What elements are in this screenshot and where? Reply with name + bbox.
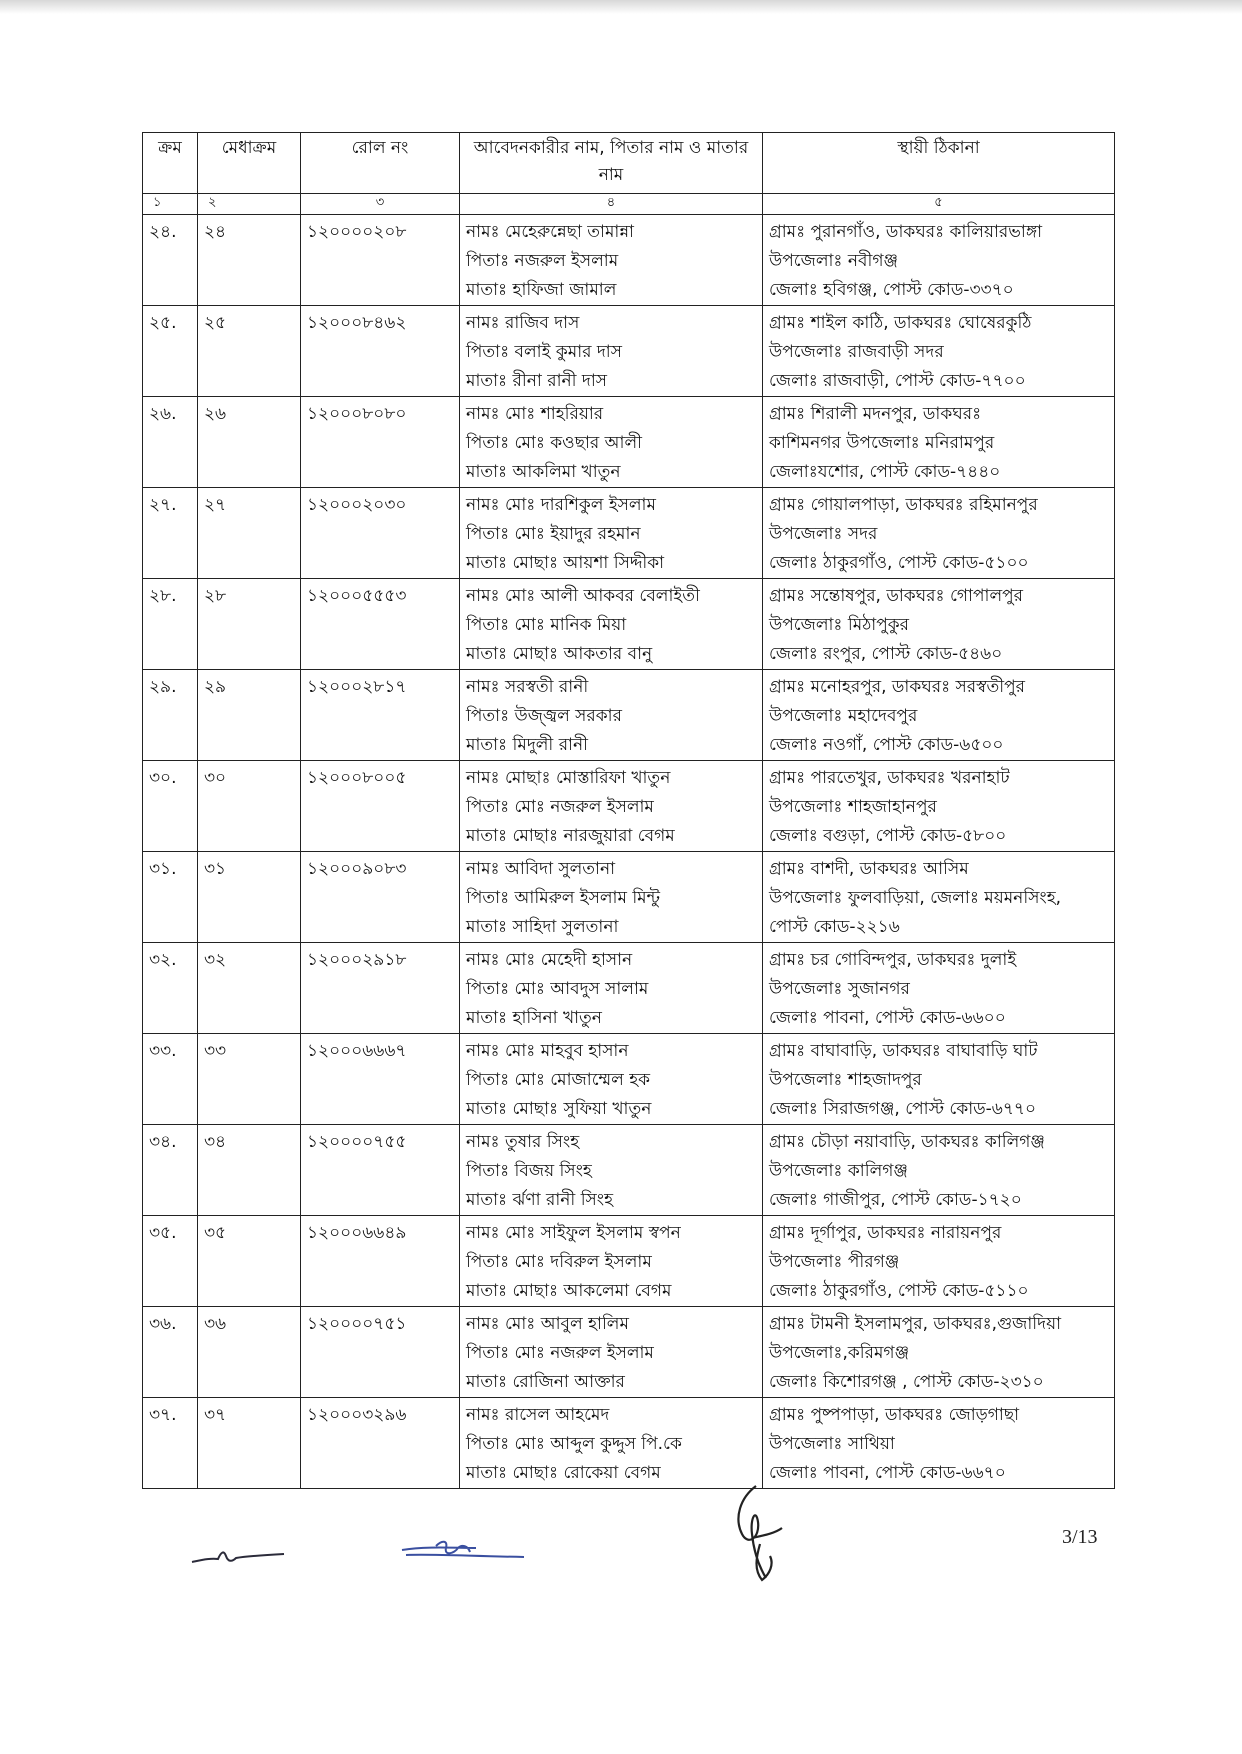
address-line-2: উপজেলাঃ মহাদেবপুর bbox=[769, 706, 918, 726]
roll-cell bbox=[301, 1125, 460, 1216]
name-cell bbox=[460, 215, 763, 306]
address-cell bbox=[763, 306, 1115, 397]
name-cell bbox=[460, 1216, 763, 1307]
mother-name: মাতাঃ হাফিজা জামাল bbox=[466, 280, 617, 300]
roll-cell bbox=[301, 215, 460, 306]
father-name: পিতাঃ মোঃ আব্দুল কুদ্দুস পি.কে bbox=[466, 1434, 682, 1454]
header-address: স্থায়ী ঠিকানা bbox=[763, 133, 1115, 194]
mother-name: মাতাঃ মোছাঃ রোকেয়া বেগম bbox=[466, 1463, 661, 1483]
merit-rank: ৩২ bbox=[204, 950, 227, 970]
serial-number: ৩২. bbox=[149, 950, 177, 970]
column-number: ৪ bbox=[460, 194, 763, 215]
address-line-2: উপজেলাঃ শাহজাহানপুর bbox=[769, 797, 937, 817]
table-row bbox=[143, 1398, 1115, 1489]
address-line-3: জেলাঃ বগুড়া, পোস্ট কোড-৫৮০০ bbox=[769, 826, 1007, 846]
address-line-3: পোস্ট কোড-২২১৬ bbox=[769, 917, 900, 937]
roll-cell bbox=[301, 579, 460, 670]
address-line-1: গ্রামঃ চৌড়া নয়াবাড়ি, ডাকঘরঃ কালিগঞ্জ bbox=[769, 1132, 1045, 1152]
applicant-name: নামঃ মেহেরুন্নেছা তামান্না bbox=[466, 222, 634, 242]
serial-number: ৩৬. bbox=[149, 1314, 177, 1334]
roll-number: ১২০০০০২০৮ bbox=[307, 222, 407, 242]
roll-cell bbox=[301, 488, 460, 579]
applicant-name: নামঃ মোঃ আলী আকবর বেলাইতী bbox=[466, 586, 700, 606]
address-line-1: গ্রামঃ গোয়ালপাড়া, ডাকঘরঃ রহিমানপুর bbox=[769, 495, 1038, 515]
serial-number: ৩৭. bbox=[149, 1405, 177, 1425]
roll-number: ১২০০০২০৩০ bbox=[307, 495, 407, 515]
address-line-3: জেলাঃ গাজীপুর, পোস্ট কোড-১৭২০ bbox=[769, 1190, 1022, 1210]
father-name: পিতাঃ মোঃ নজরুল ইসলাম bbox=[466, 797, 654, 817]
merit-cell bbox=[198, 761, 301, 852]
roll-number: ১২০০০০৭৫৫ bbox=[307, 1132, 407, 1152]
column-number: ১ bbox=[143, 194, 198, 215]
serial-cell bbox=[143, 852, 198, 943]
serial-cell bbox=[143, 579, 198, 670]
merit-rank: ২৫ bbox=[204, 313, 227, 333]
address-line-3: জেলাঃযশোর, পোস্ট কোড-৭৪৪০ bbox=[769, 462, 1001, 482]
roll-cell bbox=[301, 852, 460, 943]
applicant-name: নামঃ মোঃ শাহরিয়ার bbox=[466, 404, 604, 424]
father-name: পিতাঃ মোঃ দবিরুল ইসলাম bbox=[466, 1252, 652, 1272]
address-line-1: গ্রামঃ শিরালী মদনপুর, ডাকঘরঃ bbox=[769, 404, 982, 424]
address-line-2: উপজেলাঃ কালিগঞ্জ bbox=[769, 1161, 908, 1181]
address-line-1: গ্রামঃ পুষ্পপাড়া, ডাকঘরঃ জোড়গাছা bbox=[769, 1405, 1020, 1425]
merit-cell bbox=[198, 852, 301, 943]
father-name: পিতাঃ মোঃ কওছার আলী bbox=[466, 433, 643, 453]
address-line-2: উপজেলাঃ শাহজাদপুর bbox=[769, 1070, 922, 1090]
address-line-3: জেলাঃ রংপুর, পোস্ট কোড-৫৪৬০ bbox=[769, 644, 1003, 664]
roll-number: ১২০০০৫৫৫৩ bbox=[307, 586, 407, 606]
address-cell bbox=[763, 1307, 1115, 1398]
roll-cell bbox=[301, 1398, 460, 1489]
column-number: ৩ bbox=[301, 194, 460, 215]
table-row bbox=[143, 852, 1115, 943]
address-line-1: গ্রামঃ পারতেখুর, ডাকঘরঃ খরনাহাট bbox=[769, 768, 1010, 788]
scan-shadow bbox=[0, 0, 1242, 14]
roll-number: ১২০০০২৮১৭ bbox=[307, 677, 407, 697]
address-line-2: উপজেলাঃ ফুলবাড়িয়া, জেলাঃ ময়মনসিংহ, bbox=[769, 888, 1062, 908]
header-roll: রোল নং bbox=[301, 133, 460, 194]
address-line-1: গ্রামঃ মনোহরপুর, ডাকঘরঃ সরস্বতীপুর bbox=[769, 677, 1025, 697]
merit-rank: ৩৪ bbox=[204, 1132, 227, 1152]
roll-cell bbox=[301, 761, 460, 852]
roll-number: ১২০০০৬৬৪৯ bbox=[307, 1223, 407, 1243]
merit-rank: ২৮ bbox=[204, 586, 227, 606]
column-number-row bbox=[143, 194, 1115, 215]
address-line-3: জেলাঃ ঠাকুরগাঁও, পোস্ট কোড-৫১০০ bbox=[769, 553, 1029, 573]
address-line-2: উপজেলাঃ,করিমগঞ্জ bbox=[769, 1343, 910, 1363]
merit-cell bbox=[198, 1307, 301, 1398]
serial-number: ২৭. bbox=[149, 495, 177, 515]
address-cell bbox=[763, 943, 1115, 1034]
merit-rank: ২৬ bbox=[204, 404, 227, 424]
name-cell bbox=[460, 1034, 763, 1125]
address-cell bbox=[763, 852, 1115, 943]
table-body bbox=[143, 215, 1115, 1489]
serial-cell bbox=[143, 1398, 198, 1489]
serial-cell bbox=[143, 1216, 198, 1307]
roll-cell bbox=[301, 1034, 460, 1125]
name-cell bbox=[460, 1125, 763, 1216]
roll-number: ১২০০০৩২৯৬ bbox=[307, 1405, 407, 1425]
applicant-name: নামঃ মোঃ মেহেদী হাসান bbox=[466, 950, 633, 970]
applicant-name: নামঃ সরস্বতী রানী bbox=[466, 677, 589, 697]
serial-number: ২৪. bbox=[149, 222, 177, 242]
serial-cell bbox=[143, 1125, 198, 1216]
column-number: ২ bbox=[198, 194, 301, 215]
address-line-1: গ্রামঃ শাইল কাঠি, ডাকঘরঃ ঘোষেরকুঠি bbox=[769, 313, 1032, 333]
roll-cell bbox=[301, 397, 460, 488]
merit-rank: ২৪ bbox=[204, 222, 227, 242]
address-cell bbox=[763, 1034, 1115, 1125]
merit-rank: ৩১ bbox=[204, 859, 227, 879]
serial-number: ৩৩. bbox=[149, 1041, 177, 1061]
address-line-1: গ্রামঃ পুরানগাঁও, ডাকঘরঃ কালিয়ারভাঙ্গা bbox=[769, 222, 1043, 242]
table-row bbox=[143, 1125, 1115, 1216]
address-line-1: গ্রামঃ টামনী ইসলামপুর, ডাকঘরঃ,গুজাদিয়া bbox=[769, 1314, 1062, 1334]
applicant-name: নামঃ মোঃ দারশিকুল ইসলাম bbox=[466, 495, 656, 515]
roll-number: ১২০০০৬৬৬৭ bbox=[307, 1041, 407, 1061]
applicant-name: নামঃ মোছাঃ মোস্তারিফা খাতুন bbox=[466, 768, 671, 788]
father-name: পিতাঃ বিজয় সিংহ bbox=[466, 1161, 592, 1181]
name-cell bbox=[460, 1307, 763, 1398]
serial-number: ৩০. bbox=[149, 768, 177, 788]
address-cell bbox=[763, 1398, 1115, 1489]
father-name: পিতাঃ মোঃ আবদুস সালাম bbox=[466, 979, 649, 999]
signature-3 bbox=[730, 1478, 790, 1588]
address-line-3: জেলাঃ নওগাঁ, পোস্ট কোড-৬৫০০ bbox=[769, 735, 1004, 755]
father-name: পিতাঃ আমিরুল ইসলাম মিন্টু bbox=[466, 888, 660, 908]
father-name: পিতাঃ বলাই কুমার দাস bbox=[466, 342, 622, 362]
address-cell bbox=[763, 761, 1115, 852]
table-row bbox=[143, 943, 1115, 1034]
name-cell bbox=[460, 579, 763, 670]
roll-cell bbox=[301, 1307, 460, 1398]
table-row bbox=[143, 397, 1115, 488]
address-cell bbox=[763, 579, 1115, 670]
roll-cell bbox=[301, 943, 460, 1034]
father-name: পিতাঃ মোঃ ইয়াদুর রহমান bbox=[466, 524, 641, 544]
table-row bbox=[143, 1216, 1115, 1307]
father-name: পিতাঃ মোঃ নজরুল ইসলাম bbox=[466, 1343, 654, 1363]
roll-cell bbox=[301, 1216, 460, 1307]
address-cell bbox=[763, 670, 1115, 761]
address-cell bbox=[763, 488, 1115, 579]
serial-cell bbox=[143, 306, 198, 397]
roll-number: ১২০০০৮০০৫ bbox=[307, 768, 407, 788]
merit-cell bbox=[198, 943, 301, 1034]
serial-number: ৩৫. bbox=[149, 1223, 177, 1243]
merit-cell bbox=[198, 306, 301, 397]
roll-cell bbox=[301, 306, 460, 397]
serial-number: ৩১. bbox=[149, 859, 177, 879]
merit-rank: ৩৫ bbox=[204, 1223, 227, 1243]
table-row bbox=[143, 488, 1115, 579]
signature-2 bbox=[396, 1536, 530, 1566]
merit-cell bbox=[198, 579, 301, 670]
address-line-2: উপজেলাঃ পীরগঞ্জ bbox=[769, 1252, 900, 1272]
roll-number: ১২০০০০৭৫১ bbox=[307, 1314, 407, 1334]
address-line-3: জেলাঃ সিরাজগঞ্জ, পোস্ট কোড-৬৭৭০ bbox=[769, 1099, 1037, 1119]
mother-name: মাতাঃ মোছাঃ আয়শা সিদ্দীকা bbox=[466, 553, 665, 573]
serial-number: ২৫. bbox=[149, 313, 177, 333]
address-line-2: উপজেলাঃ সদর bbox=[769, 524, 878, 544]
serial-number: ২৬. bbox=[149, 404, 177, 424]
table-row bbox=[143, 579, 1115, 670]
applicant-table bbox=[142, 132, 1115, 1489]
address-line-3: জেলাঃ পাবনা, পোস্ট কোড-৬৬০০ bbox=[769, 1008, 1006, 1028]
mother-name: মাতাঃ মোছাঃ আকতার বানু bbox=[466, 644, 653, 664]
page-number: 3/13 bbox=[1062, 1526, 1098, 1548]
address-line-2: কাশিমনগর উপজেলাঃ মনিরামপুর bbox=[769, 433, 995, 453]
roll-cell bbox=[301, 670, 460, 761]
father-name: পিতাঃ নজরুল ইসলাম bbox=[466, 251, 619, 271]
applicant-name: নামঃ মোঃ সাইফুল ইসলাম স্বপন bbox=[466, 1223, 681, 1243]
column-number: ৫ bbox=[763, 194, 1115, 215]
address-line-1: গ্রামঃ সন্তোষপুর, ডাকঘরঃ গোপালপুর bbox=[769, 586, 1024, 606]
mother-name: মাতাঃ আকলিমা খাতুন bbox=[466, 462, 621, 482]
mother-name: মাতাঃ সাহিদা সুলতানা bbox=[466, 917, 619, 937]
address-cell bbox=[763, 215, 1115, 306]
table-row bbox=[143, 215, 1115, 306]
name-cell bbox=[460, 852, 763, 943]
merit-rank: ৩৭ bbox=[204, 1405, 227, 1425]
serial-cell bbox=[143, 1307, 198, 1398]
merit-cell bbox=[198, 488, 301, 579]
merit-cell bbox=[198, 215, 301, 306]
table-row bbox=[143, 306, 1115, 397]
roll-number: ১২০০০২৯১৮ bbox=[307, 950, 407, 970]
address-cell bbox=[763, 1216, 1115, 1307]
merit-rank: ৩৬ bbox=[204, 1314, 227, 1334]
address-cell bbox=[763, 397, 1115, 488]
roll-number: ১২০০০৯০৮৩ bbox=[307, 859, 407, 879]
address-line-1: গ্রামঃ বাশদী, ডাকঘরঃ আসিম bbox=[769, 859, 969, 879]
applicant-name: নামঃ মোঃ মাহবুব হাসান bbox=[466, 1041, 629, 1061]
mother-name: মাতাঃ মোছাঃ নারজুয়ারা বেগম bbox=[466, 826, 675, 846]
address-line-3: জেলাঃ পাবনা, পোস্ট কোড-৬৬৭০ bbox=[769, 1463, 1006, 1483]
roll-number: ১২০০০৮০৮০ bbox=[307, 404, 407, 424]
address-line-3: জেলাঃ হবিগঞ্জ, পোস্ট কোড-৩৩৭০ bbox=[769, 280, 1014, 300]
address-line-2: উপজেলাঃ সাথিয়া bbox=[769, 1434, 895, 1454]
roll-number: ১২০০০৮৪৬২ bbox=[307, 313, 407, 333]
name-cell bbox=[460, 670, 763, 761]
serial-cell bbox=[143, 397, 198, 488]
table-row bbox=[143, 1307, 1115, 1398]
serial-cell bbox=[143, 215, 198, 306]
serial-cell bbox=[143, 943, 198, 1034]
father-name: পিতাঃ মোঃ মোজাম্মেল হক bbox=[466, 1070, 651, 1090]
address-line-2: উপজেলাঃ রাজবাড়ী সদর bbox=[769, 342, 944, 362]
name-cell bbox=[460, 397, 763, 488]
address-line-3: জেলাঃ রাজবাড়ী, পোস্ট কোড-৭৭০০ bbox=[769, 371, 1026, 391]
address-line-1: গ্রামঃ চর গোবিন্দপুর, ডাকঘরঃ দুলাই bbox=[769, 950, 1017, 970]
address-line-1: গ্রামঃ দূর্গাপুর, ডাকঘরঃ নারায়নপুর bbox=[769, 1223, 1002, 1243]
mother-name: মাতাঃ র্ঝণা রানী সিংহ bbox=[466, 1190, 614, 1210]
signature-1 bbox=[188, 1540, 288, 1570]
applicant-name: নামঃ মোঃ আবুল হালিম bbox=[466, 1314, 629, 1334]
serial-number: ২৯. bbox=[149, 677, 177, 697]
serial-cell bbox=[143, 488, 198, 579]
address-line-2: উপজেলাঃ মিঠাপুকুর bbox=[769, 615, 909, 635]
merit-rank: ৩০ bbox=[204, 768, 227, 788]
name-cell bbox=[460, 943, 763, 1034]
header-name: আবেদনকারীর নাম, পিতার নাম ও মাতার নাম bbox=[460, 133, 763, 194]
address-line-2: উপজেলাঃ সুজানগর bbox=[769, 979, 910, 999]
table-row bbox=[143, 670, 1115, 761]
merit-cell bbox=[198, 1398, 301, 1489]
name-cell bbox=[460, 1398, 763, 1489]
serial-cell bbox=[143, 761, 198, 852]
merit-rank: ২৭ bbox=[204, 495, 227, 515]
mother-name: মাতাঃ মোছাঃ আকলেমা বেগম bbox=[466, 1281, 672, 1301]
merit-rank: ৩৩ bbox=[204, 1041, 227, 1061]
table-row bbox=[143, 761, 1115, 852]
father-name: পিতাঃ উজ্জ্বল সরকার bbox=[466, 706, 622, 726]
merit-cell bbox=[198, 670, 301, 761]
address-line-1: গ্রামঃ বাঘাবাড়ি, ডাকঘরঃ বাঘাবাড়ি ঘাট bbox=[769, 1041, 1038, 1061]
merit-rank: ২৯ bbox=[204, 677, 227, 697]
header-merit: মেধাক্রম bbox=[198, 133, 301, 194]
serial-cell bbox=[143, 1034, 198, 1125]
name-cell bbox=[460, 306, 763, 397]
applicant-name: নামঃ তুষার সিংহ bbox=[466, 1132, 580, 1152]
mother-name: মাতাঃ রীনা রানী দাস bbox=[466, 371, 608, 391]
mother-name: মাতাঃ মোছাঃ সুফিয়া খাতুন bbox=[466, 1099, 652, 1119]
merit-cell bbox=[198, 1125, 301, 1216]
merit-cell bbox=[198, 1034, 301, 1125]
name-cell bbox=[460, 488, 763, 579]
name-cell bbox=[460, 761, 763, 852]
applicant-name: নামঃ রাজিব দাস bbox=[466, 313, 580, 333]
header-serial: ক্রম bbox=[143, 133, 198, 194]
merit-cell bbox=[198, 1216, 301, 1307]
table-header-row bbox=[143, 133, 1115, 194]
merit-cell bbox=[198, 397, 301, 488]
address-line-3: জেলাঃ কিশোরগঞ্জ , পোস্ট কোড-২৩১০ bbox=[769, 1372, 1044, 1392]
mother-name: মাতাঃ রোজিনা আক্তার bbox=[466, 1372, 625, 1392]
address-line-3: জেলাঃ ঠাকুরগাঁও, পোস্ট কোড-৫১১০ bbox=[769, 1281, 1029, 1301]
serial-number: ২৮. bbox=[149, 586, 177, 606]
table-row bbox=[143, 1034, 1115, 1125]
applicant-name: নামঃ রাসেল আহমেদ bbox=[466, 1405, 610, 1425]
serial-cell bbox=[143, 670, 198, 761]
applicant-name: নামঃ আবিদা সুলতানা bbox=[466, 859, 616, 879]
father-name: পিতাঃ মোঃ মানিক মিয়া bbox=[466, 615, 627, 635]
mother-name: মাতাঃ মিদুলী রানী bbox=[466, 735, 588, 755]
mother-name: মাতাঃ হাসিনা খাতুন bbox=[466, 1008, 602, 1028]
address-line-2: উপজেলাঃ নবীগঞ্জ bbox=[769, 251, 899, 271]
address-cell bbox=[763, 1125, 1115, 1216]
serial-number: ৩৪. bbox=[149, 1132, 177, 1152]
